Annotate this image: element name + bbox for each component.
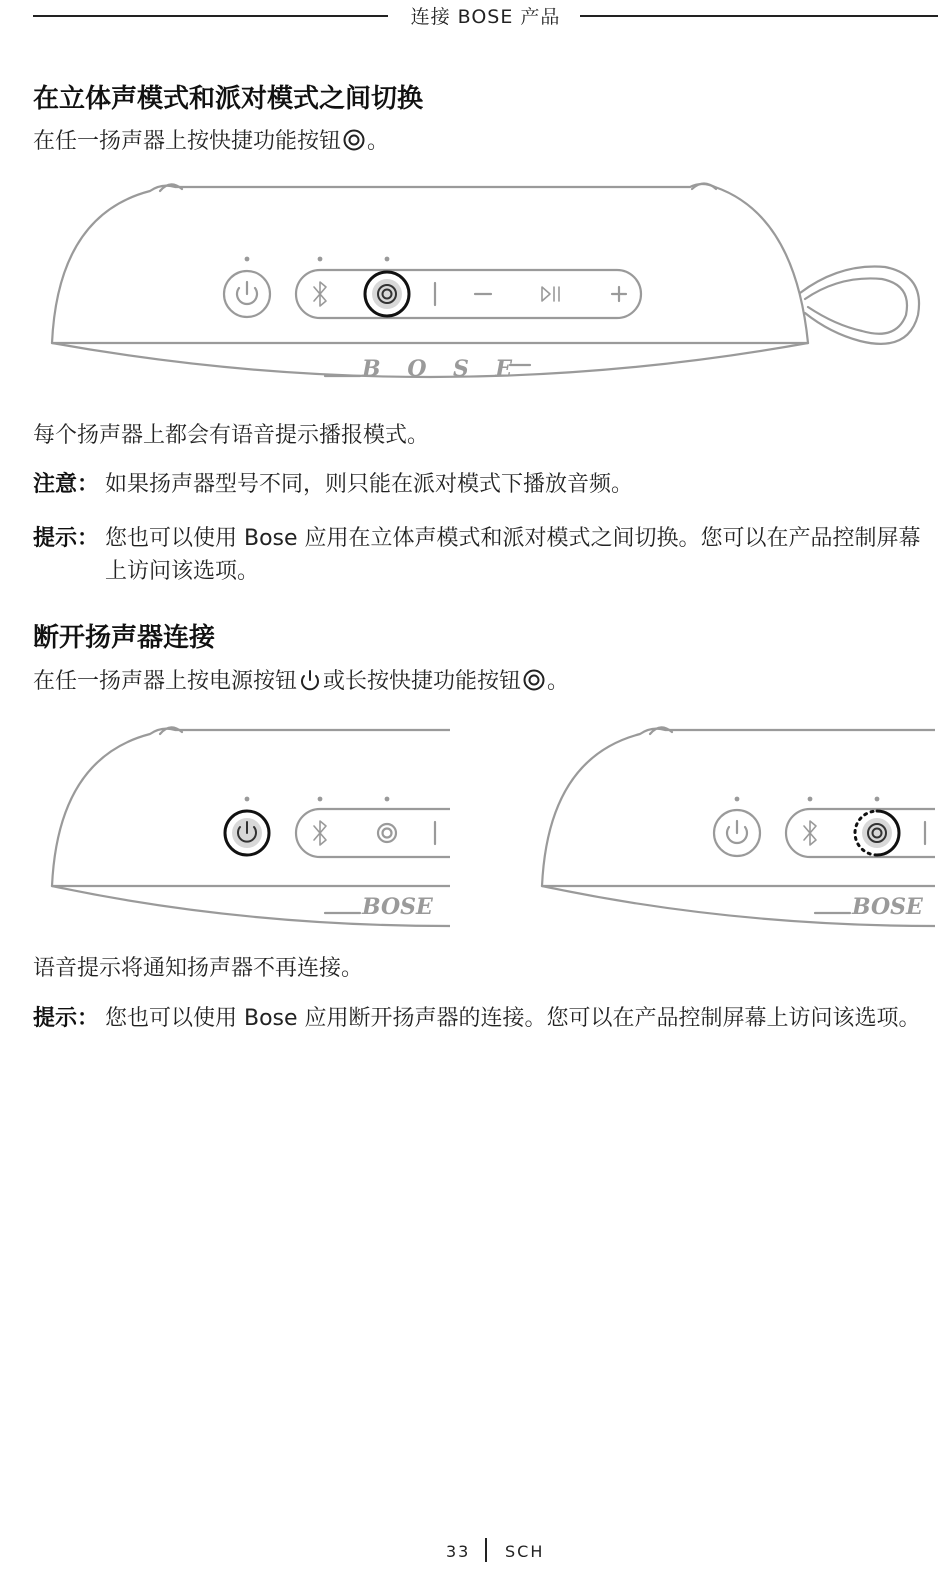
bluetooth-icon [314, 282, 326, 306]
bose-logo: BOSE [362, 356, 512, 382]
bose-logo-2: BOSE [362, 894, 433, 920]
section2-instruction-end: 。 [547, 669, 570, 694]
speaker-illustration-power [40, 718, 450, 933]
page-number: 33 [446, 1542, 471, 1561]
control-panel [296, 270, 641, 318]
tip-label-2: 提示： [33, 1006, 100, 1031]
section1-after-text: 每个扬声器上都会有语音提示播报模式。 [33, 423, 430, 448]
bose-logo-3: BOSE [852, 894, 923, 920]
section1-note [33, 468, 938, 501]
section2-instruction [33, 664, 569, 697]
speaker-illustration-stereo-party [40, 175, 930, 400]
note-label: 注意： [33, 472, 100, 497]
speaker-body-outline [52, 184, 808, 343]
shortcut-button-icon [341, 129, 367, 157]
tip-label: 提示： [33, 526, 100, 551]
section2-after-text: 语音提示将通知扬声器不再连接。 [33, 956, 364, 981]
section2-instruction-text-b: 或长按快捷功能按钮 [323, 669, 522, 694]
play-pause-icon [542, 287, 550, 301]
section2-tip [33, 1002, 938, 1035]
header-rule-right [580, 15, 938, 17]
power-icon [297, 669, 323, 697]
section1-instruction-text: 在任一扬声器上按快捷功能按钮 [33, 129, 342, 154]
section1-instruction [33, 124, 389, 157]
section2-heading: 断开扬声器连接 [33, 623, 216, 653]
section1-tip [33, 522, 938, 588]
section1-heading: 在立体声模式和派对模式之间切换 [33, 84, 424, 114]
shortcut-button-icon-2 [521, 669, 547, 697]
tip-text-2: 您也可以使用 Bose 应用断开扬声器的连接。您可以在产品控制屏幕上访问该选项。 [105, 1006, 921, 1031]
section1-instruction-end: 。 [367, 129, 390, 154]
header-rule-left [33, 15, 388, 17]
note-text: 如果扬声器型号不同，则只能在派对模式下播放音频。 [105, 472, 634, 497]
header-title: 连接 BOSE 产品 [410, 6, 561, 28]
speaker-illustration-longpress [530, 718, 935, 933]
page-footer [0, 1538, 950, 1568]
section2-instruction-text-a: 在任一扬声器上按电源按钮 [33, 669, 298, 694]
tip-text: 您也可以使用 Bose 应用在立体声模式和派对模式之间切换。您可以在产品控制屏幕上访问该选项。 [105, 526, 921, 584]
language-code: SCH [505, 1542, 545, 1561]
footer-separator [485, 1538, 487, 1562]
page-header [33, 0, 938, 30]
